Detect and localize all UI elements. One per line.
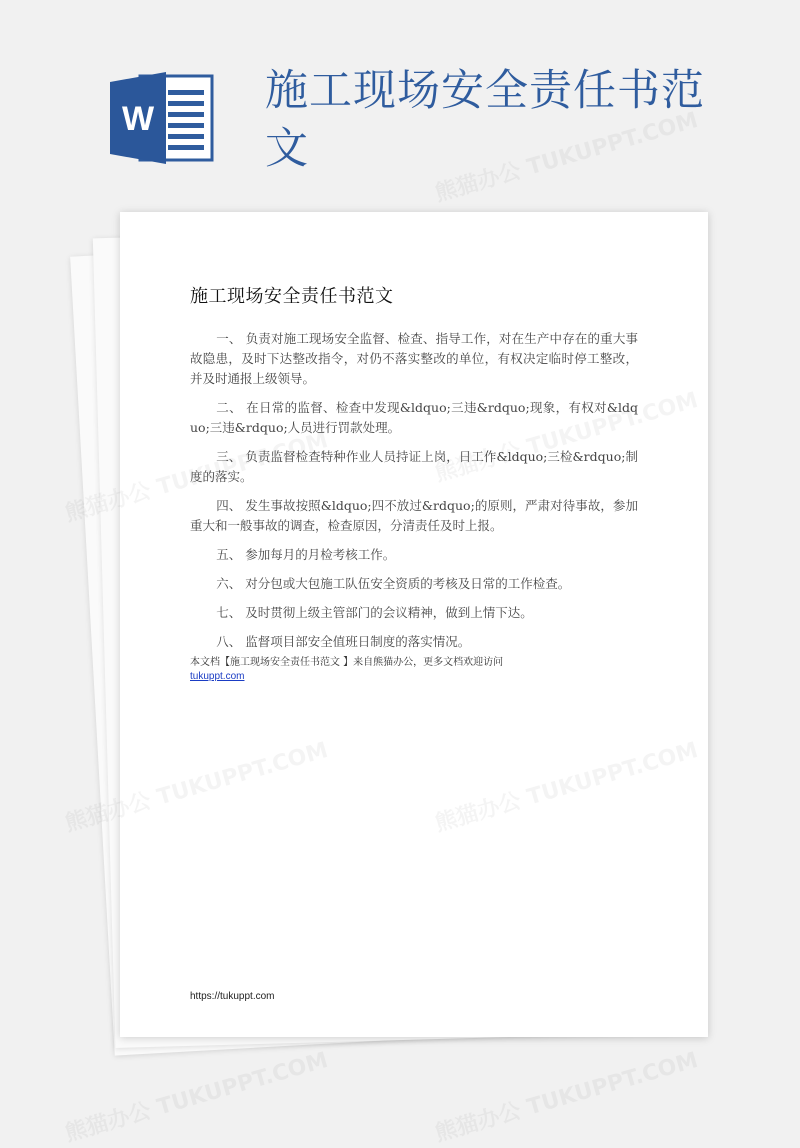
paragraph: 五、 参加每月的月检考核工作。 xyxy=(216,547,396,562)
word-logo-letter: W xyxy=(121,100,155,138)
paragraph: 六、 对分包或大包施工队伍安全资质的考核及日常的工作检查。 xyxy=(216,576,571,591)
paragraph: 八、 监督项目部安全值班日制度的落实情况。 xyxy=(216,634,471,649)
watermark xyxy=(431,1043,701,1148)
paragraph: 二、 在日常的监督、检查中发现&ldquo;三违&rdquo;现象，有权对&ldquo;三违&rdquo;人员进行罚款处理。 xyxy=(190,400,638,435)
source-note-text: 本文档【施工现场安全责任书范文 】来自熊猫办公，更多文档欢迎访问 xyxy=(190,657,504,668)
paragraph: 七、 及时贯彻上级主管部门的会议精神，做到上情下达。 xyxy=(216,605,533,620)
document-body xyxy=(190,329,638,661)
source-note xyxy=(190,656,638,684)
watermark xyxy=(61,1043,331,1148)
word-document-icon xyxy=(110,68,214,168)
page-heading: 施工现场安全责任书范文 xyxy=(265,66,705,174)
document-title: 施工现场安全责任书范文 xyxy=(190,286,394,307)
page-footer-url: https://tukuppt.com xyxy=(190,991,275,1002)
source-link[interactable]: tukuppt.com xyxy=(190,671,245,682)
paragraph: 一、 负责对施工现场安全监督、检查、指导工作，对在生产中存在的重大事故隐患，及时下达整改指令，对仍不落实整改的单位，有权决定临时停工整改，并及时通报上级领导。 xyxy=(190,331,638,386)
paragraph: 三、 负责监督检查特种作业人员持证上岗，日工作&ldquo;三检&rdquo;制度的落实。 xyxy=(190,449,638,484)
document-page xyxy=(120,212,708,1037)
paragraph: 四、 发生事故按照&ldquo;四不放过&rdquo;的原则，严肃对待事故，参加重大和一般事故的调查，检查原因，分清责任及时上报。 xyxy=(190,498,638,533)
